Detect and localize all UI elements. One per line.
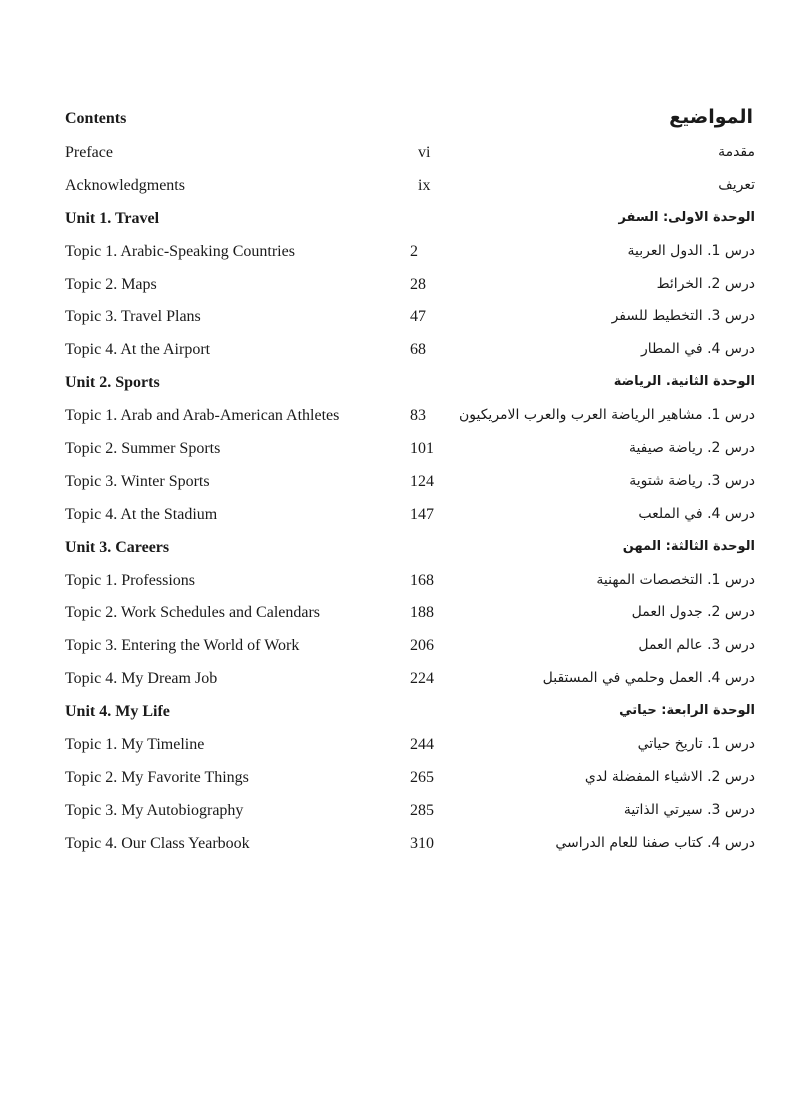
topic-row — [0, 337, 800, 370]
topic-title-en: Topic 2. Summer Sports — [65, 440, 221, 458]
unit-title-ar: الوحدة الرابعة: حياتي — [619, 703, 755, 719]
topic-row — [0, 502, 800, 535]
unit-title-en: Unit 4. My Life — [65, 703, 170, 721]
unit-title-ar: الوحدة الثانية. الرياضة — [613, 374, 755, 390]
topic-row — [0, 304, 800, 337]
toc-entry-ar: مقدمة — [718, 144, 755, 160]
topic-title-ar: درس 1. تاريخ حياتي — [637, 736, 755, 753]
topic-title-ar: درس 1. التخصصات المهنية — [596, 571, 755, 588]
unit-heading-row — [0, 535, 800, 568]
topic-title-ar: درس 3. سيرتي الذاتية — [623, 801, 755, 818]
topic-page-number: 147 — [410, 505, 434, 523]
topic-page-number: 188 — [410, 604, 434, 622]
topic-page-number: 83 — [410, 407, 426, 425]
toc-entry-en: Preface — [65, 144, 113, 161]
unit-title-en: Unit 3. Careers — [65, 538, 170, 556]
toc-page-number: vi — [418, 144, 431, 161]
topic-title-ar: درس 2. الخرائط — [656, 275, 755, 292]
topic-page-number: 168 — [410, 571, 434, 589]
topic-title-en: Topic 1. My Timeline — [65, 736, 205, 754]
topic-page-number: 28 — [410, 275, 426, 293]
topic-title-ar: درس 2. الاشياء المفضلة لدي — [584, 768, 755, 785]
topic-page-number: 206 — [410, 637, 434, 655]
topic-row — [0, 239, 800, 272]
toc-page-number: ix — [418, 176, 431, 194]
unit-title-ar: الوحدة الثالثة: المهن — [622, 538, 755, 554]
unit-heading-row — [0, 206, 800, 239]
topic-title-en: Topic 1. Professions — [65, 571, 195, 589]
topic-row — [0, 272, 800, 305]
toc-row-acknowledgments — [0, 173, 800, 206]
topic-page-number: 310 — [410, 834, 434, 852]
topic-title-ar: درس 3. رياضة شتوية — [629, 472, 755, 489]
toc-row-preface — [0, 140, 800, 173]
topic-page-number: 101 — [410, 440, 434, 458]
topic-title-ar: درس 3. عالم العمل — [638, 637, 755, 654]
topic-title-en: Topic 1. Arab and Arab-American Athletes — [65, 407, 340, 425]
topic-title-ar: درس 4. في الملعب — [638, 505, 755, 522]
topic-page-number: 68 — [410, 341, 426, 359]
toc-entry-en: Acknowledgments — [65, 176, 185, 194]
unit-title-en: Unit 1. Travel — [65, 209, 160, 227]
topic-page-number: 285 — [410, 801, 434, 819]
topic-page-number: 124 — [410, 472, 434, 490]
topic-page-number: 265 — [410, 768, 434, 786]
contents-heading-row — [0, 106, 800, 140]
topic-title-ar: درس 4. في المطار — [641, 341, 755, 358]
topic-title-ar: درس 4. كتاب صفنا للعام الدراسي — [555, 834, 755, 851]
topic-title-en: Topic 2. Maps — [65, 275, 157, 293]
topic-title-ar: درس 2. جدول العمل — [631, 604, 755, 621]
topic-title-en: Topic 3. Winter Sports — [65, 472, 210, 490]
topic-title-en: Topic 1. Arabic-Speaking Countries — [65, 242, 295, 260]
topic-row — [0, 568, 800, 601]
topic-title-en: Topic 4. At the Stadium — [65, 505, 218, 523]
topic-title-ar: درس 1. مشاهير الرياضة العرب والعرب الامريكيون — [458, 407, 755, 424]
topic-title-en: Topic 2. My Favorite Things — [65, 768, 249, 786]
topic-title-en: Topic 4. Our Class Yearbook — [65, 834, 250, 852]
topic-title-en: Topic 4. At the Airport — [65, 341, 211, 359]
topic-title-en: Topic 3. My Autobiography — [65, 801, 244, 819]
toc-entry-ar: تعريف — [718, 176, 755, 193]
topic-row — [0, 403, 800, 436]
topic-title-en: Topic 3. Travel Plans — [65, 308, 201, 326]
topic-row — [0, 436, 800, 469]
unit-title-en: Unit 2. Sports — [65, 374, 160, 392]
topic-row — [0, 831, 800, 864]
unit-title-ar: الوحدة الاولى: السفر — [618, 209, 755, 225]
topic-row — [0, 469, 800, 502]
topic-row — [0, 798, 800, 831]
topic-title-en: Topic 2. Work Schedules and Calendars — [65, 604, 321, 622]
unit-heading-row — [0, 699, 800, 732]
topic-page-number: 244 — [410, 736, 434, 754]
unit-heading-row — [0, 370, 800, 403]
topic-page-number: 2 — [410, 242, 418, 260]
topic-page-number: 224 — [410, 670, 434, 688]
topic-title-ar: درس 2. رياضة صيفية — [628, 440, 755, 457]
topic-title-en: Topic 3. Entering the World of Work — [65, 637, 300, 655]
topic-row — [0, 600, 800, 633]
contents-title-ar: المواضيع — [669, 106, 753, 128]
topic-row — [0, 633, 800, 666]
table-of-contents — [0, 106, 800, 864]
topic-title-ar: درس 1. الدول العربية — [627, 242, 755, 259]
contents-title-en: Contents — [65, 110, 127, 127]
topic-row — [0, 765, 800, 798]
topic-title-ar: درس 4. العمل وحلمي في المستقبل — [542, 670, 755, 687]
topic-title-en: Topic 4. My Dream Job — [65, 670, 218, 688]
topic-title-ar: درس 3. التخطيط للسفر — [611, 308, 755, 325]
topic-page-number: 47 — [410, 308, 426, 326]
topic-row — [0, 732, 800, 765]
topic-row — [0, 666, 800, 699]
